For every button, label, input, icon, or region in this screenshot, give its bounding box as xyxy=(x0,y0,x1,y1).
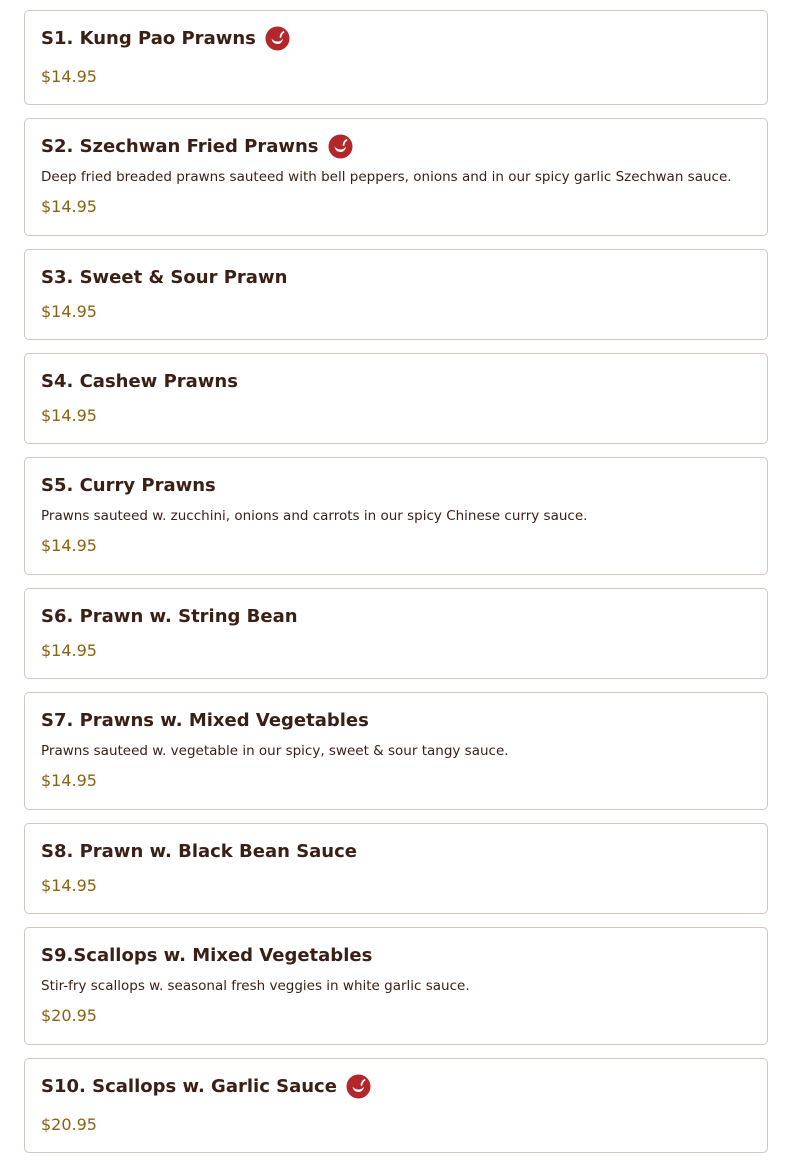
menu-item-card[interactable] xyxy=(24,588,768,679)
menu-item-title-row xyxy=(41,1073,751,1099)
menu-item-card[interactable] xyxy=(24,927,768,1045)
menu-item-card[interactable] xyxy=(24,10,768,105)
menu-item-title-row xyxy=(41,942,751,968)
menu-item-name: S3. Sweet & Sour Prawn xyxy=(41,266,288,288)
menu-item-card[interactable] xyxy=(24,823,768,914)
menu-item-card[interactable] xyxy=(24,353,768,444)
chili-pepper-icon xyxy=(265,26,290,51)
menu-item-price: $14.95 xyxy=(41,67,97,86)
menu-item-name: S5. Curry Prawns xyxy=(41,474,216,496)
menu-item-name: S9.Scallops w. Mixed Vegetables xyxy=(41,944,373,966)
menu-item-card[interactable] xyxy=(24,692,768,810)
menu-item-card[interactable] xyxy=(24,118,768,236)
menu-item-title-row xyxy=(41,368,751,394)
menu-item-title-row xyxy=(41,838,751,864)
menu-item-description: Prawns sauteed w. zucchini, onions and carrots in our spicy Chinese curry sauce. xyxy=(41,508,588,524)
menu-item-name: S2. Szechwan Fried Prawns xyxy=(41,135,319,157)
menu-item-name: S1. Kung Pao Prawns xyxy=(41,27,256,49)
menu-item-description: Deep fried breaded prawns sauteed with bell peppers, onions and in our spicy garlic Szechwan sauce. xyxy=(41,169,732,185)
menu-item-title-row xyxy=(41,264,751,290)
menu-item-price: $14.95 xyxy=(41,641,97,660)
menu-item-price: $14.95 xyxy=(41,876,97,895)
menu-item-title-row xyxy=(41,25,751,51)
menu-item-name: S7. Prawns w. Mixed Vegetables xyxy=(41,709,369,731)
menu-item-title-row xyxy=(41,472,751,498)
menu-item-card[interactable] xyxy=(24,1058,768,1153)
menu-item-description: Stir-fry scallops w. seasonal fresh veggies in white garlic sauce. xyxy=(41,978,470,994)
menu-list xyxy=(24,10,768,1153)
menu-item-price: $14.95 xyxy=(41,771,97,790)
chili-pepper-icon xyxy=(328,134,353,159)
menu-item-price: $14.95 xyxy=(41,536,97,555)
menu-item-title-row xyxy=(41,133,751,159)
menu-item-price: $20.95 xyxy=(41,1115,97,1134)
menu-item-price: $14.95 xyxy=(41,406,97,425)
menu-item-price: $20.95 xyxy=(41,1006,97,1025)
menu-item-name: S8. Prawn w. Black Bean Sauce xyxy=(41,840,358,862)
menu-item-card[interactable] xyxy=(24,457,768,575)
menu-item-title-row xyxy=(41,603,751,629)
menu-item-card[interactable] xyxy=(24,249,768,340)
menu-item-name: S4. Cashew Prawns xyxy=(41,370,238,392)
menu-item-name: S6. Prawn w. String Bean xyxy=(41,605,298,627)
menu-item-price: $14.95 xyxy=(41,302,97,321)
chili-pepper-icon xyxy=(346,1074,371,1099)
menu-item-name: S10. Scallops w. Garlic Sauce xyxy=(41,1075,337,1097)
menu-item-title-row xyxy=(41,707,751,733)
menu-item-price: $14.95 xyxy=(41,197,97,216)
menu-item-description: Prawns sauteed w. vegetable in our spicy, sweet & sour tangy sauce. xyxy=(41,743,509,759)
